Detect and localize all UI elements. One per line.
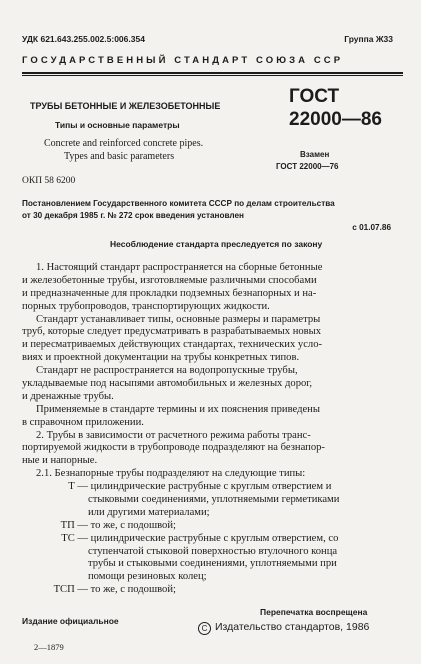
body-line: Применяемые в стандарте термины и их пояснения приведены (36, 403, 320, 415)
replaces-label: Взамен (300, 150, 330, 159)
subtitle-russian: Типы и основные параметры (55, 120, 180, 130)
header-rule-thin (22, 75, 403, 76)
copyright-notice (198, 621, 369, 635)
body-line: портируемой жидкости в трубопроводе подразделяют на безнапор- (22, 442, 325, 454)
title-english: Concrete and reinforced concrete pipes. (44, 138, 204, 149)
body-line: 2. Трубы в зависимости от расчетного режима работы транс- (36, 429, 311, 441)
term-continuation: ступенчатой стыковой поверхностью втулочного конца (88, 545, 338, 557)
term-text: цилиндрические раструбные с круглым отверстием, со (90, 532, 339, 544)
body-line: и дренажные трубы. (22, 390, 114, 402)
official-edition-label: Издание официальное (22, 616, 119, 626)
body-line: в справочном приложении. (22, 416, 144, 428)
body-line: укладываемые под насыпями автомобильных и железных дорог, (22, 378, 313, 390)
type-code-tc: ТС — (61, 532, 88, 544)
type-t-definition (22, 481, 402, 494)
document-body (22, 262, 402, 597)
group-code: Группа Ж33 (344, 34, 393, 44)
body-line: 2.1. Безнапорные трубы подразделяют на следующие типы: (36, 468, 306, 480)
term-continuation: помощи резиновых колец; (88, 571, 207, 583)
gost-number: 22000—86 (289, 109, 382, 130)
type-code-tsp: ТСП — (53, 584, 88, 596)
decree-line-2: от 30 декабря 1985 г. № 272 срок введения установлен (22, 211, 244, 220)
udk-code: УДК 621.643.255.002.5:006.354 (22, 34, 145, 44)
title-russian: ТРУБЫ БЕТОННЫЕ И ЖЕЛЕЗОБЕТОННЫЕ (30, 101, 221, 111)
subtitle-english: Types and basic parameters (64, 151, 175, 162)
body-line: Стандарт не распространяется на водопропускные трубы, (36, 365, 298, 377)
term-continuation: стыковыми соединениями, уплотняемыми герметиками (88, 494, 340, 506)
term-text: цилиндрические раструбные с круглым отверстием и (90, 481, 332, 493)
effective-date: с 01.07.86 (352, 223, 391, 232)
term-continuation: трубы и стыковыми соединениями, уплотняемыми при (88, 558, 337, 570)
okp-code: ОКП 58 6200 (22, 176, 76, 186)
term-text: то же, с подошвой; (90, 584, 176, 596)
body-line: виях и проектной документации на трубы конкретных типов. (22, 352, 300, 364)
body-line: труб, которые следует предусматривать в разрабатываемых новых (22, 326, 322, 338)
copyright-text: Издательство стандартов, 1986 (215, 621, 370, 633)
reprint-prohibited-label: Перепечатка воспрещена (260, 607, 368, 617)
body-line: и пересматриваемых действующих стандартах, технических усло- (22, 339, 323, 351)
type-tp-definition (22, 520, 402, 533)
print-code: 2—1879 (34, 642, 64, 652)
state-standard-heading: ГОСУДАРСТВЕННЫЙ СТАНДАРТ СОЮЗА ССР (22, 55, 344, 66)
body-line: 1. Настоящий стандарт распространяется на сборные бетонные (36, 262, 323, 273)
header-rule (22, 72, 403, 74)
decree-line-1: Постановлением Государственного комитета СССР по делам строительства (22, 199, 335, 208)
legal-warning: Несоблюдение стандарта преследуется по закону (110, 239, 323, 249)
body-line: ные и напорные. (22, 455, 98, 467)
term-continuation: или другими материалами; (88, 506, 210, 518)
type-tc-definition (22, 533, 402, 546)
type-code-tp: ТП — (60, 519, 88, 531)
type-code-t: Т — (68, 481, 88, 493)
replaces-value: ГОСТ 22000—76 (276, 162, 339, 171)
gost-label: ГОСТ (289, 86, 340, 107)
body-line: порных трубопроводов, транспортирующих жидкости. (22, 300, 270, 312)
copyright-icon: С (198, 622, 211, 635)
body-line: и железобетонные трубы, изготовляемые различными способами (22, 274, 317, 286)
body-line: Стандарт устанавливает типы, основные размеры и параметры (36, 313, 321, 325)
term-text: то же, с подошвой; (90, 519, 176, 531)
type-tsp-definition (22, 584, 402, 597)
body-line: и предназначенные для прокладки подземных безнапорных и на- (22, 287, 317, 299)
